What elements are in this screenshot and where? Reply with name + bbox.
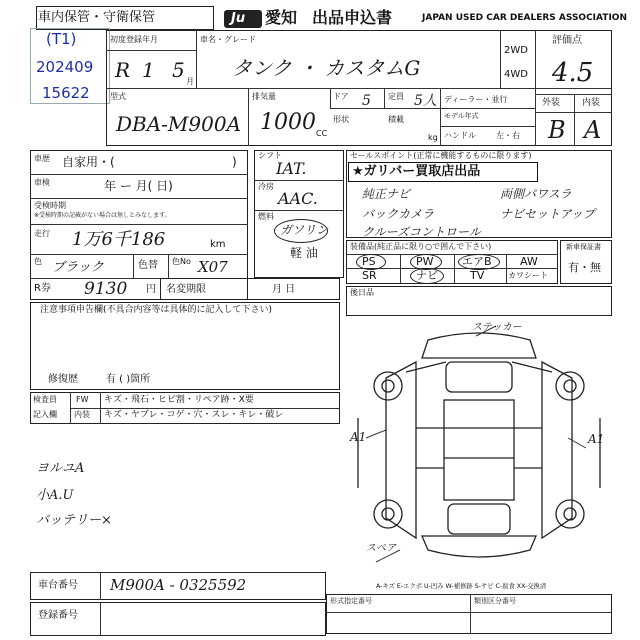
ac-value: AAC. [278, 189, 318, 208]
capacity-label: 定員 [388, 92, 404, 101]
car-damage-diagram [346, 318, 612, 576]
association-name: 愛知 [265, 8, 298, 27]
handwritten-note-2: 小A.U [36, 488, 74, 503]
equip-ps: PS [362, 255, 376, 268]
model-value: DBA-M900A [116, 112, 242, 136]
fw-tag: FW [76, 395, 89, 404]
fuel-gasoline: ガソリン [280, 223, 329, 237]
later-items-box [346, 286, 612, 316]
repair-history-value: 有 ( )箇所 [106, 374, 151, 385]
usage-value: 自家用・( [62, 155, 115, 169]
color-value: ブラック [52, 260, 104, 275]
score-value: 4.5 [552, 58, 594, 88]
shape-label: 形状 [333, 115, 349, 124]
reg-era: R [115, 58, 131, 82]
later-items-label: 後日品 [350, 288, 374, 297]
diagram-left-note: A1 [350, 430, 367, 444]
sales-points-label: セールスポイント(正常に機能するものに限ります) [350, 151, 532, 160]
reg-year: 1 [142, 58, 155, 82]
mileage-value: 1万6千186 [72, 229, 166, 250]
insurance-note: ※受検時期の記載がない場合は無しとみなします。 [34, 212, 171, 219]
displacement-value: 1000 [260, 110, 316, 135]
repair-history-label: 修復歴 [48, 374, 78, 385]
load-unit: kg [428, 133, 438, 142]
lot-date: 202409 [36, 58, 94, 76]
mileage-unit: km [210, 239, 226, 250]
lot-code: (T1) [46, 30, 77, 48]
equip-airbag: エアB [462, 255, 492, 268]
shift-value: IAT. [276, 159, 307, 178]
handwritten-note-3: バッテリー× [36, 513, 112, 528]
sales-item-5: クルーズコントロール [362, 225, 481, 239]
doors-value: 5 [362, 93, 371, 109]
inspection-value: 年 ー 月( 日) [104, 179, 173, 193]
shift-label: シフト [258, 151, 282, 160]
usage-label: 車歴 [34, 154, 50, 163]
navi-circle [410, 268, 444, 284]
lot-id: 15622 [42, 84, 90, 102]
chassis-label: 車台番号 [38, 580, 78, 591]
airbag-circle [458, 254, 500, 270]
fuel-light-oil: 軽 油 [290, 246, 318, 260]
diagram-roof-note: ステッカー [472, 322, 522, 333]
equip-tv: TV [470, 269, 485, 282]
model-label: 型式 [110, 92, 126, 101]
interior-grade-label: 内装 [582, 98, 601, 108]
reg-month-unit: 月 [186, 77, 194, 86]
new-vehicle-label: 新車保証書 [566, 243, 601, 251]
ownership-label: 形式指定番号 [330, 597, 372, 605]
diagram-legend: A-キズ E-エクボ U-凹み W-補修跡 S-サビ C-腐食 XX-交換済 [376, 583, 547, 590]
fuel-label: 燃料 [258, 212, 274, 221]
sales-highlight: ★ガリバー買取店出品 [352, 164, 481, 179]
sales-item-1: 純正ナビ [362, 187, 411, 201]
new-vehicle-value: 有・無 [568, 261, 601, 274]
inspection-label: 車検 [34, 178, 50, 187]
name-change-label: 名変期限 [166, 284, 206, 295]
vehicle-name: タンク ・ カスタムG [232, 56, 421, 80]
equip-navi: ナビ [416, 269, 438, 282]
mileage-label: 走行 [34, 229, 50, 238]
exterior-grade-label: 外装 [542, 98, 561, 108]
vehicle-name-label: 車名・グレード [200, 35, 256, 44]
sales-item-3: バックカメラ [362, 207, 435, 221]
capacity-value: 5人 [414, 93, 437, 109]
score-label: 評価点 [552, 35, 582, 46]
equip-seat: カワシート [508, 271, 548, 280]
diagram-right-note: A1 [588, 432, 605, 446]
first-reg-label: 初度登録年月 [110, 35, 158, 44]
color-code-label: 色No [172, 257, 191, 266]
handwritten-note-1: ヨルユA [36, 461, 85, 476]
equip-pw: PW [416, 255, 434, 268]
recycle-unit: 円 [146, 284, 156, 295]
drive-4wd: 4WD [504, 69, 528, 80]
chassis-value: M900A - 0325592 [110, 576, 247, 594]
interior-checks: キズ・ヤブレ・コゲ・穴・スレ・キレ・破レ [104, 410, 284, 420]
equip-aw: AW [520, 255, 538, 268]
displacement-label: 排気量 [252, 92, 276, 101]
ownership-sub-label: 類別区分番号 [474, 597, 516, 605]
interior-grade: A [584, 116, 602, 144]
drive-2wd: 2WD [504, 45, 528, 56]
model-year-label: モデル年式 [444, 112, 479, 120]
interior-tag: 内装 [74, 410, 90, 419]
declaration-label: 注意事項申告欄(不具合内容等は具体的に記入して下さい) [40, 305, 273, 315]
logo-text: Ju [231, 11, 246, 26]
exterior-checks: キズ・飛石・ヒビ割・リペア跡・X要 [104, 395, 254, 405]
usage-close: ) [232, 155, 237, 169]
gasoline-circle [274, 219, 328, 243]
sales-item-2: 両側パワスラ [500, 187, 572, 201]
handle-label: ハンドル [444, 131, 476, 140]
association-english: JAPAN USED CAR DEALERS ASSOCIATION [422, 13, 627, 23]
inspector-label-2: 記入欄 [33, 410, 57, 419]
handle-options: 左・右 [496, 131, 520, 140]
equipment-label: 装備品(純正品に限り○で囲んで下さい) [350, 242, 492, 251]
inspector-label-1: 検査員 [33, 395, 57, 404]
doors-label: ドア [333, 92, 349, 101]
reg-number-label: 登録番号 [38, 610, 78, 621]
sheet-title: 出品申込書 [312, 8, 393, 27]
association-logo [224, 10, 262, 28]
load-label: 積載 [388, 115, 404, 124]
recycle-label: R券 [34, 283, 51, 294]
diagram-rear-note: スペア [366, 543, 396, 554]
sales-item-4: ナビセットアップ [500, 207, 595, 221]
insurance-label: 受検時期 [34, 201, 66, 210]
name-change-box [160, 278, 340, 300]
dealer-label: ディーラー・並行 [444, 95, 508, 104]
displacement-unit: CC [316, 129, 328, 138]
equip-sr: SR [362, 269, 377, 282]
reg-month: 5 [172, 58, 185, 82]
color-change-label: 色替 [138, 260, 158, 271]
ps-circle [356, 254, 386, 270]
exterior-grade: B [548, 116, 566, 144]
color-code-value: X07 [198, 258, 228, 276]
ac-label: 冷房 [258, 182, 274, 191]
color-label: 色 [34, 257, 42, 266]
recycle-value: 9130 [84, 279, 128, 299]
storage-label: 車内保管・守衛保管 [38, 10, 156, 25]
name-change-value: 月 日 [272, 284, 296, 295]
